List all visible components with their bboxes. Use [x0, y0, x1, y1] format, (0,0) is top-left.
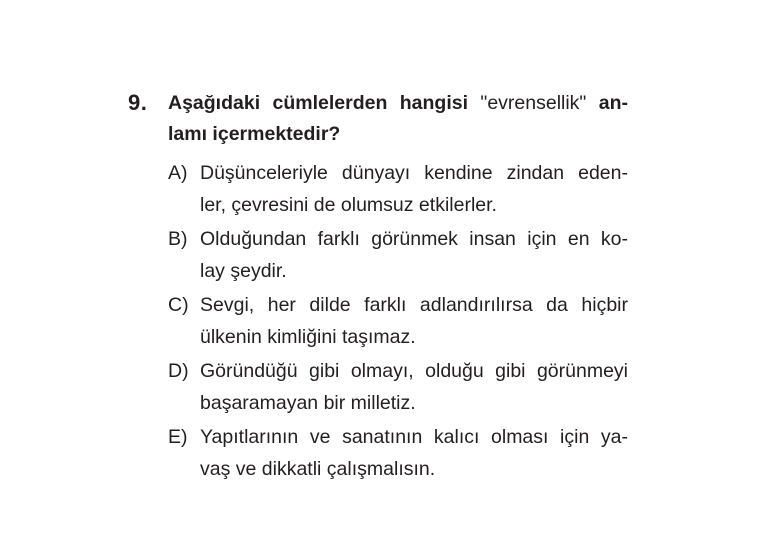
option-text: [200, 158, 628, 221]
question-number: 9.: [128, 90, 148, 115]
option-text: [200, 356, 628, 419]
option-line: lay şeydir.: [200, 259, 287, 282]
option-text: [200, 290, 628, 353]
option-letter: C): [168, 294, 189, 316]
stem-bold-hyphen: an-: [598, 92, 628, 114]
option-line: vaş ve dikkatli çalışmalısın.: [200, 457, 436, 480]
question-block: [128, 88, 628, 488]
stem-bold-part: Aşağıdaki cümlelerden hangisi: [168, 92, 469, 114]
option-line: Düşünceleriyle dünyayı kendine zindan eden-: [200, 162, 628, 184]
option-b[interactable]: [168, 224, 628, 287]
option-letter: D): [168, 360, 189, 382]
option-line: Sevgi, her dilde farklı adlandırılırsa da hiçbir: [200, 294, 628, 316]
option-line: Yapıtlarının ve sanatının kalıcı olması için ya-: [200, 426, 628, 448]
option-text: [200, 422, 628, 485]
option-line: Göründüğü gibi olmayı, olduğu gibi görünmeyi: [200, 360, 628, 382]
option-d[interactable]: [168, 356, 628, 419]
stem-quoted-term: "evrensellik": [468, 92, 599, 114]
option-line: Olduğundan farklı görünmek insan için en ko-: [200, 228, 628, 250]
option-letter: A): [168, 162, 188, 184]
option-line: ler, çevresini de olumsuz etkilerler.: [200, 193, 497, 216]
option-text: [200, 224, 628, 287]
question-stem: [168, 88, 628, 150]
option-letter: B): [168, 228, 188, 250]
stem-line-2: lamı içermektedir?: [168, 123, 341, 145]
option-c[interactable]: [168, 290, 628, 353]
option-a[interactable]: [168, 158, 628, 221]
answer-options: [168, 158, 628, 485]
option-line: ülkenin kimliğini taşımaz.: [200, 325, 416, 348]
option-e[interactable]: [168, 422, 628, 485]
option-line: başaramayan bir milletiz.: [200, 391, 416, 414]
option-letter: E): [168, 426, 188, 448]
